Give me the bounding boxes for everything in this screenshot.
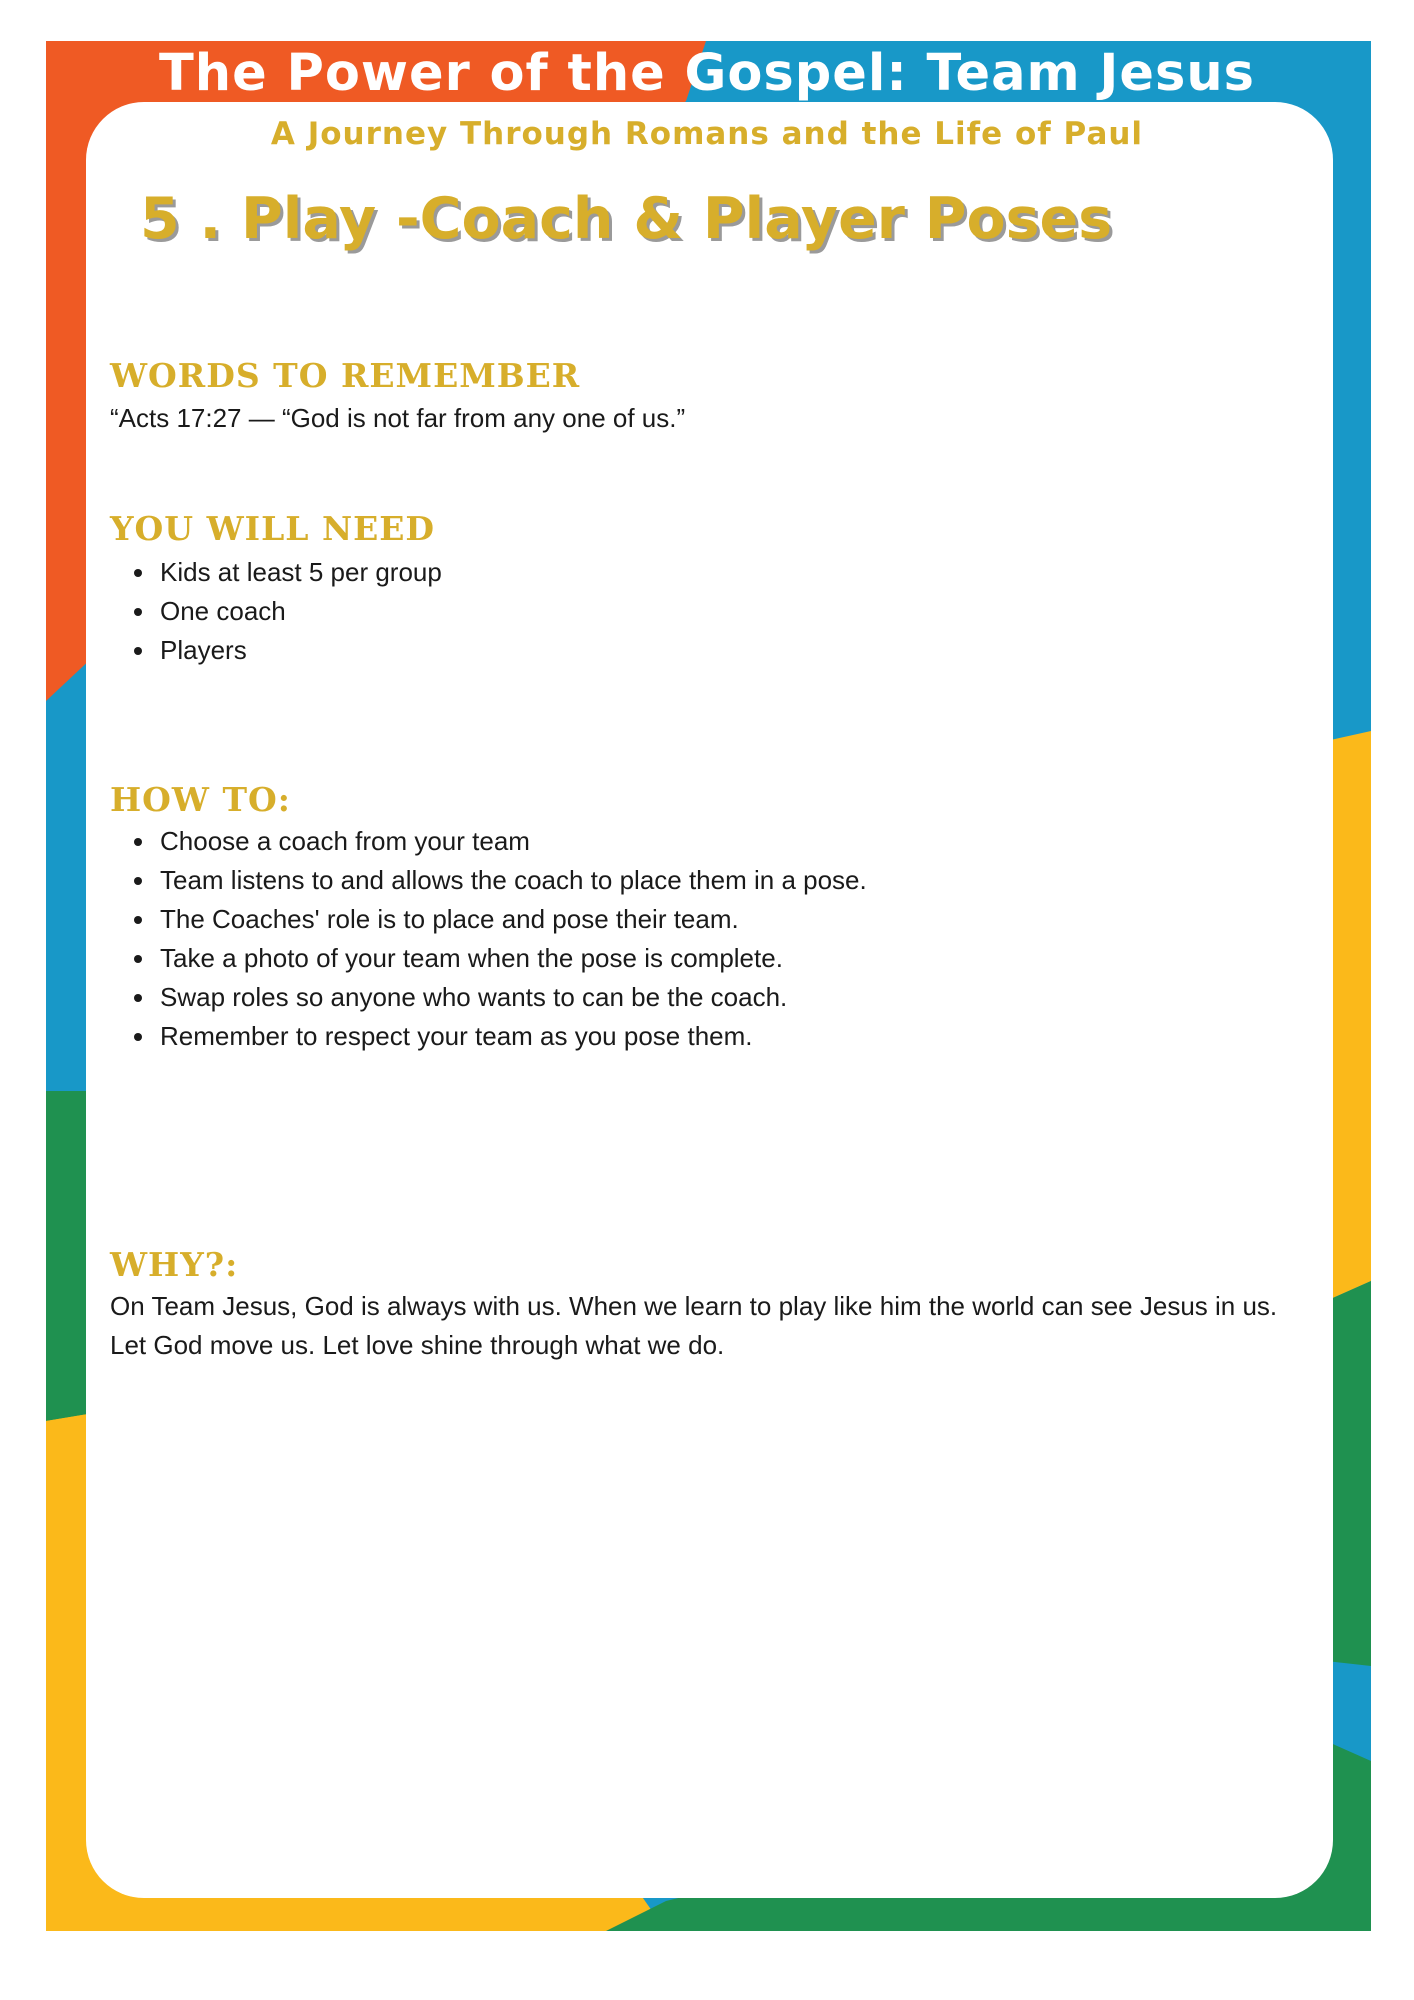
need-heading: YOU WILL NEED (110, 509, 436, 548)
why-heading: WHY?: (110, 1245, 239, 1284)
words-text: “Acts 17:27 — “God is not far from any one of us.” (110, 403, 686, 433)
list-item: One coach (110, 592, 442, 631)
list-item: Choose a coach from your team (110, 822, 867, 861)
page-title: 5 . Play -Coach & Player Poses (140, 186, 1113, 252)
header-title: The Power of the Gospel: Team Jesus (159, 44, 1255, 103)
words-heading: WORDS TO REMEMBER (110, 356, 581, 395)
list-item: Take a photo of your team when the pose is complete. (110, 939, 867, 978)
howto-heading: HOW TO: (110, 780, 291, 819)
need-list (110, 553, 442, 670)
list-item: Players (110, 631, 442, 670)
list-item: Swap roles so anyone who wants to can be the coach. (110, 978, 867, 1017)
list-item: Team listens to and allows the coach to place them in a pose. (110, 861, 867, 900)
howto-list (110, 822, 867, 1056)
list-item: Kids at least 5 per group (110, 553, 442, 592)
why-text: On Team Jesus, God is always with us. When we learn to play like him the world can see Jesus in us. Let God move us. Let love shine through what we do. (110, 1291, 1278, 1360)
list-item: The Coaches' role is to place and pose their team. (110, 900, 867, 939)
list-item: Remember to respect your team as you pose them. (110, 1017, 867, 1056)
header-subtitle: A Journey Through Romans and the Life of Paul (270, 116, 1144, 152)
